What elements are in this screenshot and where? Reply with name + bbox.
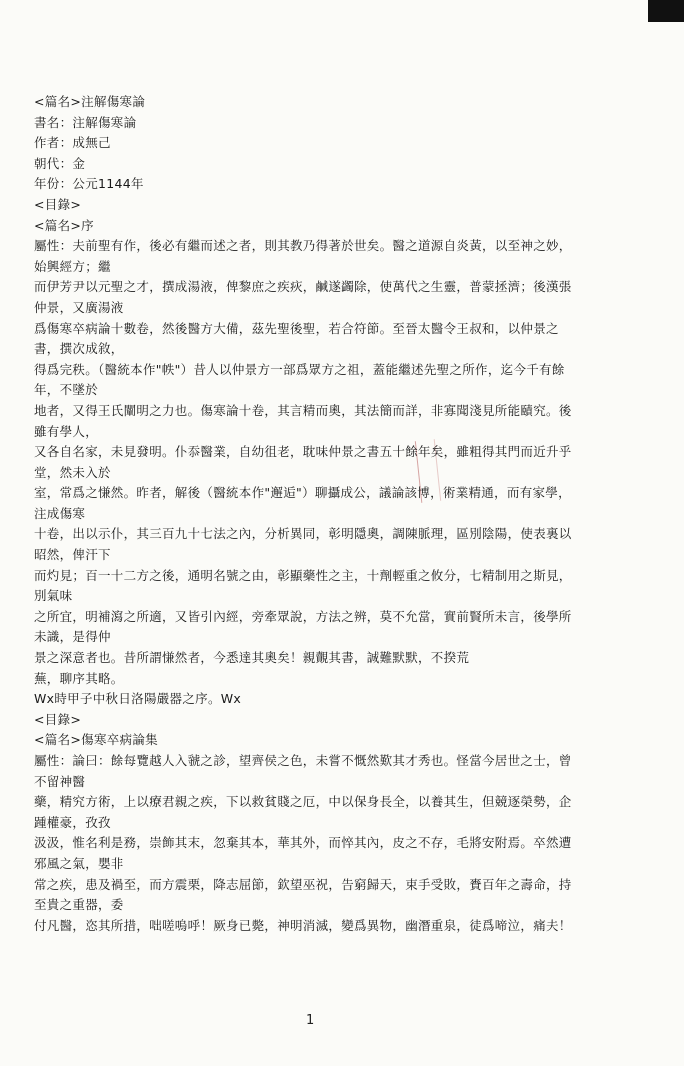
- scan-corner-mark: [648, 0, 684, 22]
- text-line: <篇名>注解傷寒論: [34, 94, 146, 109]
- text-line: 昭然，俾汗下: [34, 547, 111, 563]
- text-line: 地者，又得王氏闡明之力也。傷寒論十卷，其言精而奧，其法簡而詳，非寡聞淺見所能賾究。後: [34, 402, 572, 418]
- text-line: 常之疾，患及禍至，而方震栗，降志屈節，欽望巫祝，告窮歸天，束手受敗，賚百年之壽命，持: [34, 876, 572, 892]
- text-line: 不留神醫: [34, 773, 86, 789]
- text-line: 始興經方；繼: [34, 258, 111, 274]
- text-line: 十卷，出以示仆，其三百九十七法之內，分析異同，彰明隱奧，調陳脈理，區別陰陽，使表裏以: [34, 526, 572, 542]
- text-line: 書，撰次成敘，: [34, 341, 124, 357]
- text-line: <篇名>序: [34, 217, 94, 233]
- text-line: 爲傷寒卒病論十數卷，然後醫方大備，茲先聖後聖，若合符節。至晉太醫令王叔和，以仲景之: [34, 320, 559, 336]
- text-line: 至貴之重器，委: [34, 897, 124, 913]
- text-line: <目錄>: [34, 196, 82, 212]
- text-line: 景之深意者也。昔所謂慊然者，今悉達其奧矣！親覿其書，誠難默默，不揆荒: [34, 650, 470, 666]
- text-line: 屬性：夫前聖有作，後必有繼而述之者，則其教乃得著於世矣。醫之道源自炎黃，以至神之妙，: [34, 238, 572, 254]
- text-line: 書名：注解傷寒論: [34, 114, 137, 130]
- text-line: 踵權豪，孜孜: [34, 814, 111, 830]
- text-line: 而灼見；百一十二方之後，通明名號之由，彰顯藥性之主，十劑輕重之攸分，七精制用之斯見，: [34, 567, 572, 583]
- text-line: <目錄>: [34, 711, 82, 727]
- text-line: Wx時甲子中秋日洛陽嚴器之序。Wx: [34, 691, 242, 707]
- text-line: 得爲完秩。（醫統本作"帙"）昔人以仲景方一部爲眾方之祖，蓋能繼述先聖之所作，迄今千有餘: [34, 361, 565, 377]
- text-line: 朝代：金: [34, 155, 86, 171]
- text-line: 注成傷寒: [34, 505, 86, 521]
- text-line: 又各自名家，未見發明。仆忝醫業，自幼徂老，耽味仲景之書五十餘年矣，雖粗得其門而近升乎: [34, 444, 572, 460]
- text-line: 堂，然未入於: [34, 464, 111, 480]
- text-line: 年份：公元1144年: [34, 176, 144, 192]
- text-line: 屬性：論曰：餘每覽越人入虢之診，望齊侯之色，未嘗不慨然歎其才秀也。怪當今居世之士，曾: [34, 753, 572, 768]
- text-line: 雖有學人，: [34, 423, 99, 439]
- text-line: 作者：成無己: [34, 135, 111, 151]
- text-line: 未識，是得仲: [34, 629, 111, 645]
- text-line: 汲汲，惟名利是務，崇飾其末，忽棄其本，華其外，而悴其內，皮之不存，毛將安附焉。卒然遭: [34, 835, 572, 851]
- text-line: 之所宜，明補瀉之所適，又皆引內經，旁牽眾說，方法之辨，莫不允當，實前賢所未言，後學所: [34, 608, 572, 624]
- text-line: 付凡醫，恣其所措，咄嗟嗚呼！厥身已斃，神明消滅，變爲異物，幽潛重泉，徒爲啼泣，痛夫！: [34, 917, 572, 933]
- text-line: 藥，精究方術，上以療君親之疾，下以救貧賤之厄，中以保身長全，以養其生，但競逐榮勢，企: [34, 794, 572, 810]
- text-line: 而伊芳尹以元聖之才，撰成湯液，俾黎庶之疾疢，鹹遂蠲除，使萬代之生靈，普蒙拯濟；後漢張: [34, 279, 572, 295]
- document-body: [34, 92, 594, 936]
- text-line: 室，常爲之慊然。昨者，解後（醫統本作"邂逅"）聊攝成公，議論該博，術業精通，而有家學，: [34, 485, 571, 501]
- text-line: <篇名>傷寒卒病論集: [34, 732, 158, 748]
- text-line: 蕪，聊序其略。: [34, 670, 124, 686]
- text-line: 邪風之氣，嬰非: [34, 855, 124, 871]
- text-line: 年，不墜於: [34, 382, 99, 398]
- text-line: 別氣味: [34, 588, 73, 604]
- text-line: 仲景，又廣湯液: [34, 299, 124, 315]
- page-number: 1: [306, 1013, 315, 1028]
